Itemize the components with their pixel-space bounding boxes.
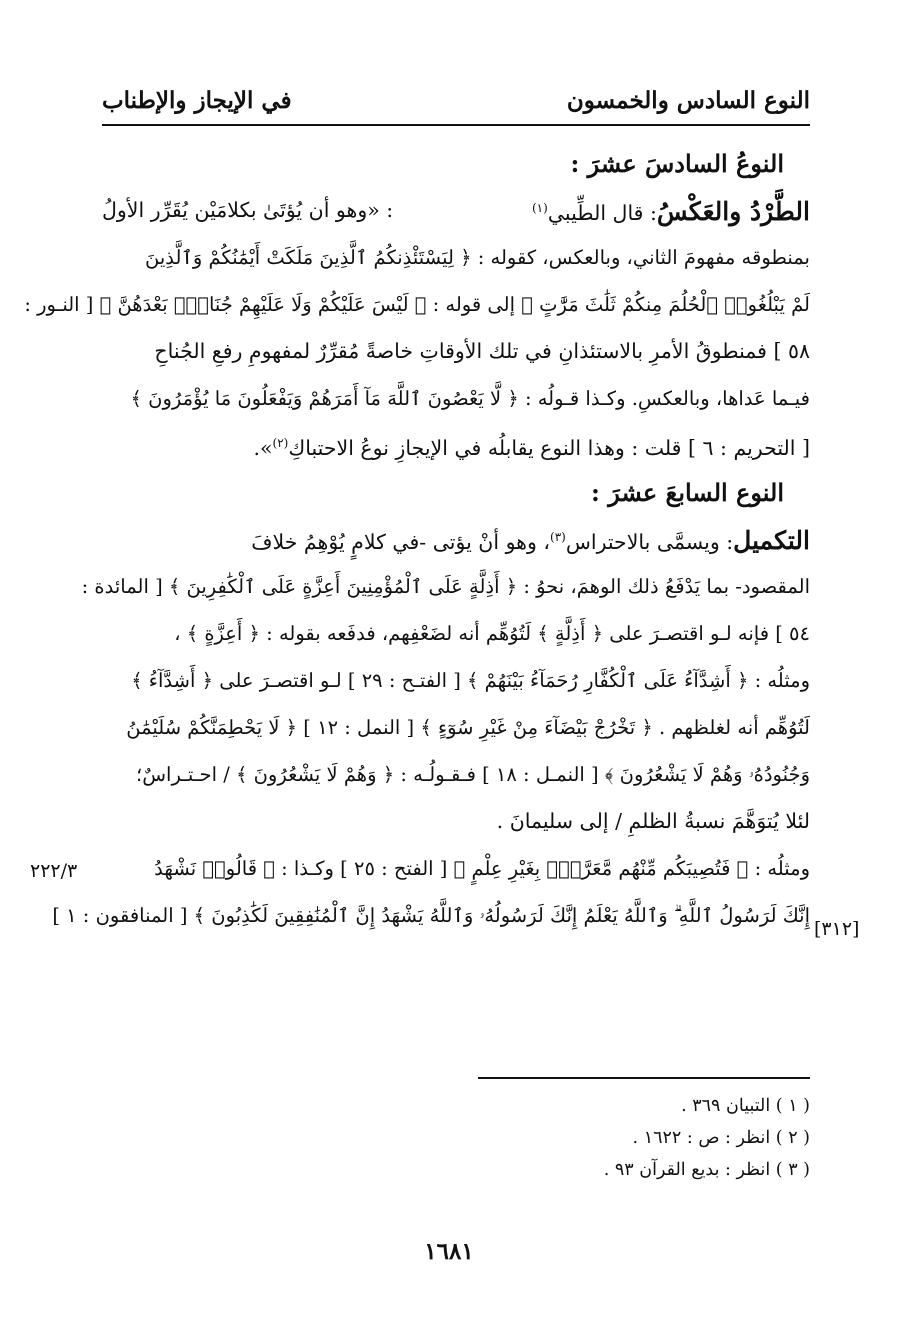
footnotes [102,1090,810,1186]
para1-line-6: [ التحريم : ٦ ] قلت : وهذا النوع يقابلُه في الإيجازِ نوعُ الاحتباكِ$^{(٢)}$». [253,435,810,460]
running-header [102,80,810,120]
para1-line-5: فيـما عَداها، وبالعكسِ. وكـذا قـولُه : ﴿ لَّا يَعْصُونَ ٱللَّهَ مَآ أَمَرَهُمْ وَيَفْعَلُونَ مَا يُؤْمَرُونَ ﴾ [130,387,810,410]
section-title: في الإيجاز والإطناب [102,86,292,114]
page-number: ١٦٨١ [424,1238,474,1265]
footnote-1: ( ١ ) التبيان ٣٦٩ . [681,1096,810,1116]
para2-line-7: لئلا يُتوَهَّمَ نسبةُ الظلمِ / إلى سليمانَ . [496,809,810,833]
footnote-ref-1: (١) [531,200,548,215]
heading-type-16: النوعُ السادسَ عشرَ : [570,149,784,178]
para2-line-9: إِنَّكَ لَرَسُولُ ٱللَّهِ ۗ وَٱللَّهُ يَعْلَمُ إِنَّكَ لَرَسُولُهُۥ وَٱللَّهُ يَشْهَدُ إِنَّ ٱلْمُنَٰفِقِينَ لَكَٰذِبُونَ ﴾ [ المنافقون : ١ ] [52,904,810,927]
para2-line-4: ومثلُه : ﴿ أَشِدَّآءُ عَلَى ٱلْكُفَّارِ رُحَمَآءُ بَيْنَهُمْ ﴾ [ الفتـح : ٢٩ ] لـو اقتصـرَ على ﴿ أَشِدَّآءُ ﴾ [131,669,810,692]
footnote-3: ( ٣ ) انظر : بديع القرآن ٩٣ . [603,1160,810,1180]
margin-ref-manuscript: [٣١٢] [814,918,860,940]
para2-line-3: ٥٤ ] فإنه لـو اقتصـرَ على ﴿ أَذِلَّةٍ ﴾ لَتُوُهِّم أنه لضَعْفِهم، فدفَعه بقوله : ﴿ أَعِزَّةٍ ﴾ ، [174,622,810,645]
para2-line-6: وَجُنُودُهُۥ وَهُمْ لَا يَشْعُرُونَ ﴾ [ النمـل : ١٨ ] فـقـولُـه : ﴿ وَهُمْ لَا يَشْعُرُونَ ﴾ / احـتـراسٌ؛ [136,763,810,786]
footnote-ref-3: (٣) [550,529,566,544]
term-tard-aks: الطَّرْدُ والعَكْسُ [656,196,810,226]
chapter-title: النوع السادس والخمسون [566,86,810,114]
term-takmil: التكميل [733,525,810,555]
margin-ref-volume: ٢٢٢/٣ [30,860,78,882]
para1-line-2: بمنطوقه مفهومَ الثاني، وبالعكس، كقوله : ﴿ لِيَسْتَئْذِنكُمُ ٱلَّذِينَ مَلَكَتْ أَيْمَٰنُكُمْ وَٱلَّذِينَ [144,246,810,269]
footnote-2: ( ٢ ) انظر : ص : ١٦٢٢ . [632,1128,810,1148]
para1-line-1: الطَّرْدُ والعَكْسُ: قال الطِّيبي$^{(١)}$ : «وهو أن يُؤتَىٰ بكلامَيْن يُقَرِّر الأولُ [102,196,810,226]
para2-line-2: المقصود- بما يَدْفَعُ ذلك الوهمَ، نحوُ : ﴿ أَذِلَّةٍ عَلَى ٱلْمُؤْمِنِينَ أَعِزَّةٍ عَلَى ٱلْكَٰفِرِينَ ﴾ [ المائدة : [81,575,810,598]
para1-line-4: ٥٨ ] فمنطوقُ الأمرِ بالاستئذانِ في تلك الأوقاتِ خاصةً مُقرِّرٌ لمفهومِ رفعِ الجُناحِ [154,339,810,363]
para2-line-8: ومثلُه : ﴿ فَتُصِيبَكُم مِّنْهُم مَّعَرَّةٌۢ بِغَيْرِ عِلْمٍ ﴾ [ الفتح : ٢٥ ] وكـذا : ﴿ قَالُوا۟ نَشْهَدُ [154,857,810,880]
footnote-ref-2: (٢) [272,435,289,450]
para2-line-5: لَتُوُهِّم أنه لغلظهم . ﴿ تَخْرُجْ بَيْضَآءَ مِنْ غَيْرِ سُوٓءٍ ﴾ [ النمل : ١٢ ] ﴿ لَا يَحْطِمَنَّكُمْ سُلَيْمَٰنُ [126,716,810,739]
header-divider [102,124,810,126]
heading-type-17: النوع السابعَ عشرَ : [591,478,784,507]
para1-line-3: لَمْ يَبْلُغُوا۟ ٱلْحُلُمَ مِنكُمْ ثَلَٰثَ مَرَّٰتٍ ﴾ إلى قوله : ﴿ لَيْسَ عَلَيْكُمْ وَلَا عَلَيْهِمْ جُنَاحٌۢ بَعْدَهُنَّ ﴾ [ النـور : [24,293,810,316]
footnote-divider [478,1077,810,1079]
para2-line-1: التكميل: ويسمَّى بالاحتراس$^{(٣)}$، وهو أنْ يؤتى -في كلامٍ يُوْهِمُ خلافَ [251,525,810,555]
